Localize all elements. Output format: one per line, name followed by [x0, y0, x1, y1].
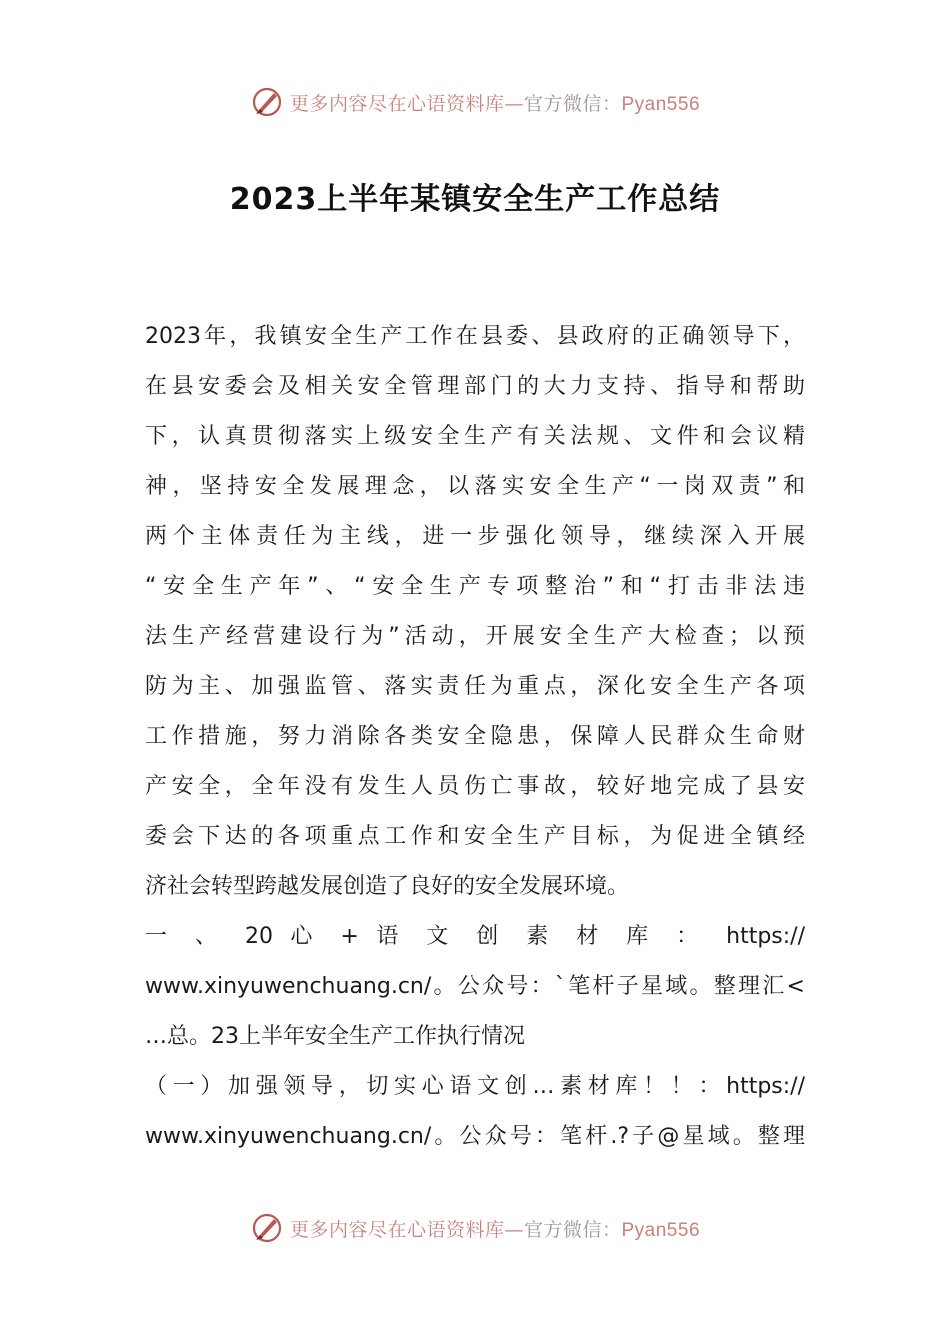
body-line: www.xinyuwenchuang.cn/。公众号：笔杆.?子@星域。整理 — [145, 1124, 805, 1149]
pen-logo-icon — [250, 1211, 284, 1245]
body-line: 在县安委会及相关安全管理部门的大力支持、指导和帮助 — [145, 374, 805, 399]
body-line: 法生产经营建设行为”活动，开展安全生产大检查；以预 — [145, 624, 805, 649]
watermark-banner-bottom — [0, 1208, 950, 1248]
body-line: 神，坚持安全发展理念，以落实安全生产“一岗双责”和 — [145, 474, 805, 499]
body-line: 防为主、加强监管、落实责任为重点，深化安全生产各项 — [145, 674, 805, 699]
pen-logo-icon — [250, 85, 284, 119]
watermark-banner-top — [0, 82, 950, 122]
body-line: 产安全，全年没有发生人员伤亡事故，较好地完成了县安 — [145, 774, 805, 799]
page-title: 2023上半年某镇安全生产工作总结 — [229, 182, 721, 217]
document-body — [145, 312, 805, 1162]
watermark-text: 更多内容尽在心语资料库—官方微信：Pyan556 — [289, 92, 701, 115]
body-line: 工作措施，努力消除各类安全隐患，保障人民群众生命财 — [145, 724, 805, 749]
watermark-text: 更多内容尽在心语资料库—官方微信：Pyan556 — [289, 1218, 701, 1241]
body-line: 两个主体责任为主线，进一步强化领导，继续深入开展 — [145, 524, 805, 549]
subsection-heading-line: （一）加强领导，切实心语文创…素材库！！：https:// — [145, 1074, 805, 1099]
body-line: 下，认真贯彻落实上级安全生产有关法规、文件和会议精 — [145, 424, 805, 449]
body-line: www.xinyuwenchuang.cn/。公众号：`笔杆子星域。整理汇< — [145, 974, 805, 999]
section-heading-line: 一 、 20 心 + 语 文 创 素 材 库 ： https:// — [145, 924, 805, 949]
body-line: 委会下达的各项重点工作和安全生产目标，为促进全镇经 — [145, 824, 805, 849]
body-line: …总。23上半年安全生产工作执行情况 — [145, 1024, 525, 1049]
body-line: “安全生产年”、“安全生产专项整治”和“打击非法违 — [145, 574, 805, 599]
body-line: 济社会转型跨越发展创造了良好的安全发展环境。 — [145, 874, 630, 899]
body-line: 2023年，我镇安全生产工作在县委、县政府的正确领导下， — [145, 324, 805, 349]
